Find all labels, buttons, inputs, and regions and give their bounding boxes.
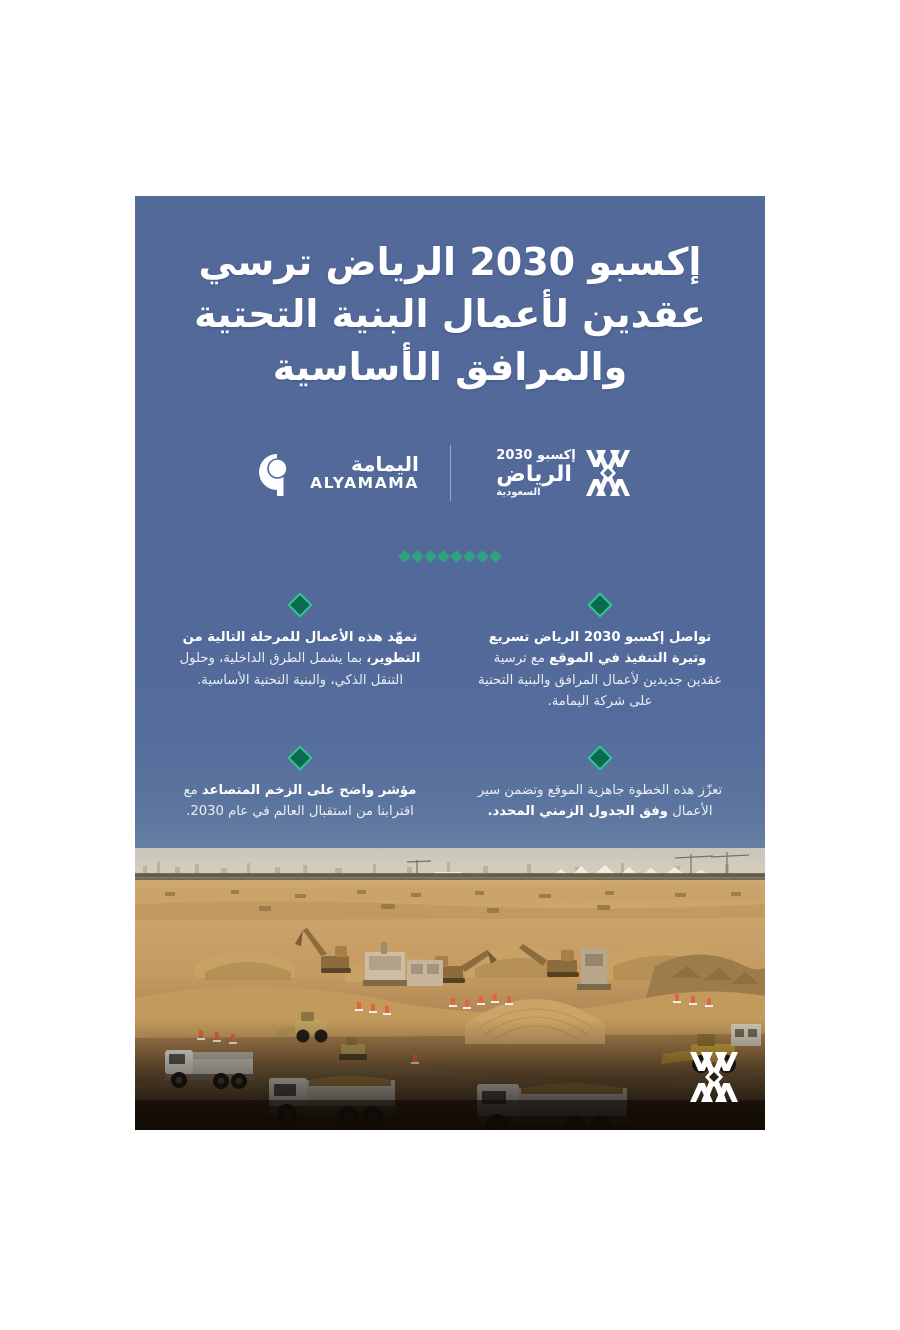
bullet-diamond-icon-wrap (177, 596, 423, 614)
bullet-grid (163, 596, 737, 822)
bullet-diamond-icon (587, 592, 612, 617)
construction-site-photo (135, 848, 765, 1130)
divider-diamond-icon (437, 550, 450, 563)
bullet-diamond-icon-wrap (477, 749, 723, 767)
bullet-diamond-icon-wrap (477, 596, 723, 614)
bullet-text-3-rest: تعزّز هذه الخطوة جاهزية الموقع وتضمن سير الأعمال (477, 782, 723, 819)
diamond-divider (135, 552, 765, 561)
sadu-pattern-icon (585, 448, 631, 498)
bullet-diamond-icon (287, 592, 312, 617)
divider-diamond-icon (411, 550, 424, 563)
bullet-text-3-bold: وفق الجدول الزمني المحدد. (487, 803, 669, 819)
poster (135, 196, 765, 1130)
alyamama-circle-icon (254, 450, 300, 496)
expo-logo-line-1: إكسبو 2030 (496, 447, 576, 463)
logo-row (135, 434, 765, 512)
divider-diamond-icon (476, 550, 489, 563)
bullet-text-1-rest: مع ترسية عقدين جديدين لأعمال المرافق والبنية التحتية على شركة اليمامة. (478, 651, 722, 710)
bullet-item-1 (463, 596, 737, 713)
alyamama-latin-wordmark: ALYAMAMA (310, 474, 419, 493)
alyamama-arabic-wordmark: اليمامة (350, 452, 419, 477)
divider-diamond-icon (398, 550, 411, 563)
divider-diamond-icon (424, 550, 437, 563)
bullet-diamond-icon (587, 745, 612, 770)
bullet-text-2-rest: بما يشمل الطرق الداخلية، وحلول التنقل الذكي، والبنية التحتية الأساسية. (179, 651, 403, 688)
divider-diamond-icon (450, 550, 463, 563)
bullet-diamond-icon (287, 745, 312, 770)
sadu-pattern-mark (689, 1050, 739, 1104)
bullet-item-2 (163, 596, 437, 713)
logo-expo-2030-riyadh (451, 434, 663, 512)
bullet-text-4-rest: مع اقترابنا من استقبال العالم في عام 2030. (183, 782, 414, 819)
bullet-text-2 (177, 627, 423, 691)
bullet-item-3 (463, 749, 737, 823)
bullet-text-1 (477, 627, 723, 713)
expo-logo-line-2: الرياض (496, 461, 572, 487)
bullet-item-4 (163, 749, 437, 823)
bullet-text-4 (177, 780, 423, 823)
bullet-text-4-bold: مؤشر واضح على الزخم المتصاعد (201, 782, 417, 798)
divider-diamond-icon (463, 550, 476, 563)
bullet-diamond-icon-wrap (177, 749, 423, 767)
page-title: إكسبو 2030 الرياض ترسي عقدين لأعمال البنية التحتية والمرافق الأساسية (194, 240, 706, 389)
bullet-text-3 (477, 780, 723, 823)
divider-diamond-icon (489, 550, 502, 563)
expo-logo-line-3: السعودية (496, 486, 541, 498)
logo-alyamama (238, 434, 450, 512)
bullet-text-1-bold: تواصل إكسبو 2030 الرياض تسريع وتيرة التنفيذ في الموقع (488, 630, 712, 667)
bullet-text-2-bold: تمهّد هذه الأعمال للمرحلة التالية من التطوير، (182, 630, 421, 667)
